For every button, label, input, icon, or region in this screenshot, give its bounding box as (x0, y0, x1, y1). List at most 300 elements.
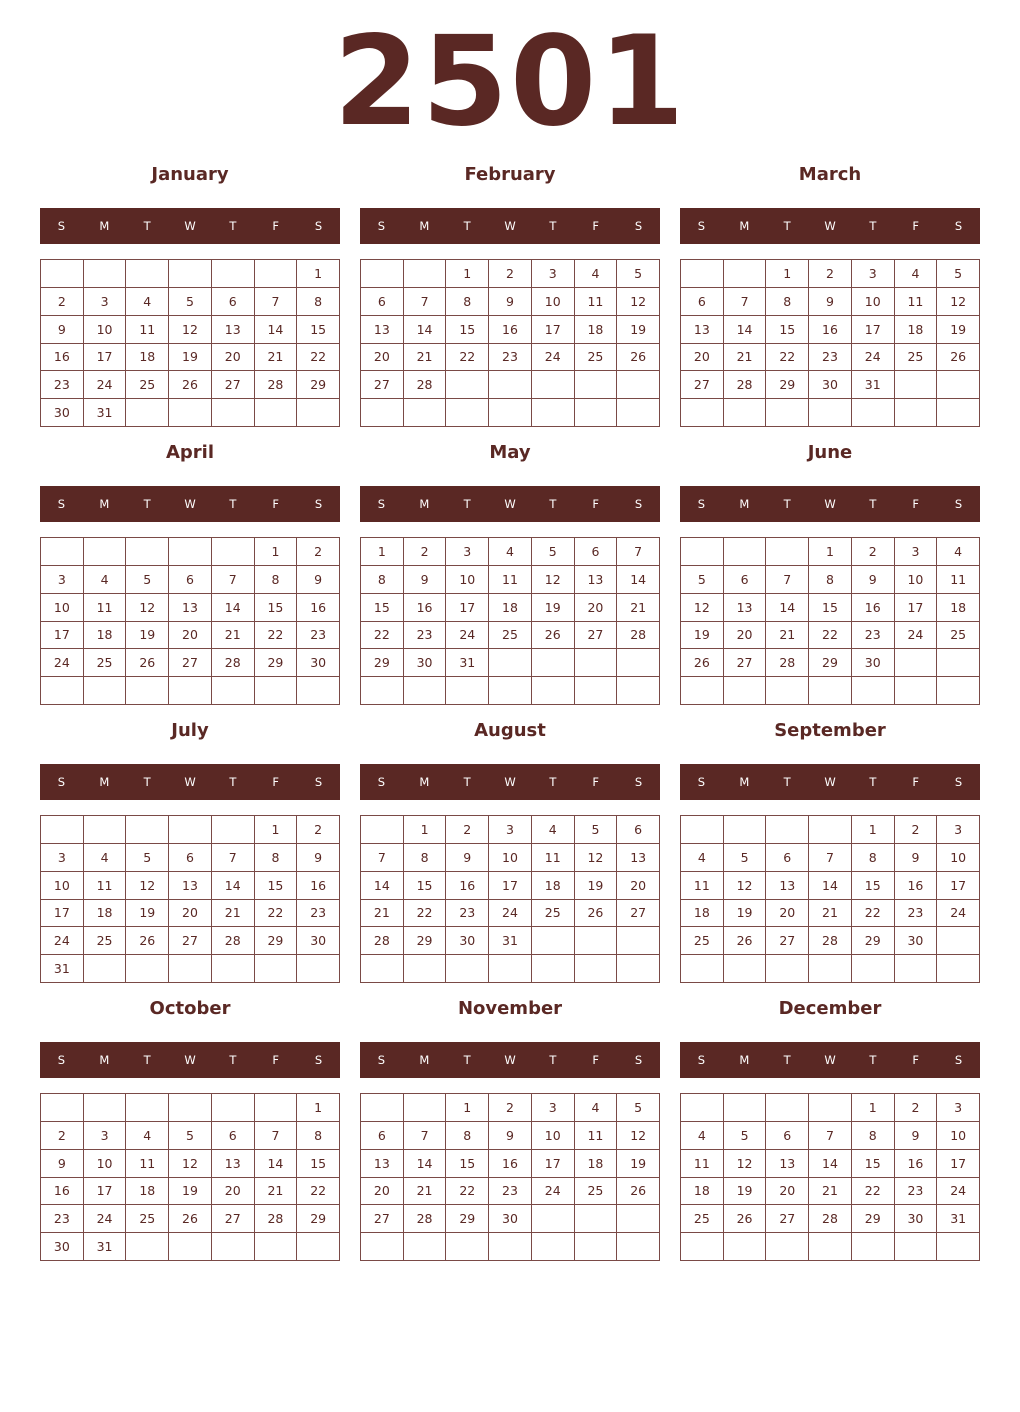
day-cell: 7 (617, 538, 660, 566)
weekday-label: M (99, 497, 110, 511)
day-cell: 27 (724, 649, 767, 677)
day-cell: 3 (937, 1094, 980, 1122)
day-cell: 6 (724, 566, 767, 594)
day-grid (40, 1093, 340, 1261)
day-cell: 15 (809, 594, 852, 622)
weekday-header (360, 486, 660, 522)
empty-cell (532, 399, 575, 427)
day-cell: 5 (937, 260, 980, 288)
day-cell: 15 (446, 1150, 489, 1178)
day-cell: 12 (617, 288, 660, 316)
empty-cell (937, 955, 980, 983)
empty-cell (617, 927, 660, 955)
weekday-label: T (783, 775, 791, 789)
empty-cell (937, 649, 980, 677)
day-cell: 24 (532, 344, 575, 372)
day-cell: 17 (895, 594, 938, 622)
day-cell: 3 (446, 538, 489, 566)
day-grid (680, 815, 980, 983)
day-cell: 9 (895, 1122, 938, 1150)
empty-cell (84, 955, 127, 983)
empty-cell (809, 816, 852, 844)
weekday-label: M (419, 775, 430, 789)
day-cell: 25 (681, 927, 724, 955)
day-cell: 29 (404, 927, 447, 955)
day-cell: 29 (766, 371, 809, 399)
month-title: April (165, 442, 215, 463)
day-cell: 15 (255, 872, 298, 900)
day-cell: 20 (617, 872, 660, 900)
day-cell: 23 (489, 1178, 532, 1206)
day-cell: 10 (446, 566, 489, 594)
empty-cell (809, 1094, 852, 1122)
day-cell: 24 (895, 622, 938, 650)
day-cell: 20 (212, 1178, 255, 1206)
empty-cell (41, 538, 84, 566)
weekday-label: T (869, 219, 877, 233)
day-cell: 8 (809, 566, 852, 594)
day-cell: 12 (169, 1150, 212, 1178)
day-cell: 18 (681, 1178, 724, 1206)
day-cell: 2 (489, 260, 532, 288)
day-cell: 6 (766, 1122, 809, 1150)
empty-cell (361, 399, 404, 427)
day-cell: 12 (532, 566, 575, 594)
day-cell: 4 (681, 844, 724, 872)
empty-cell (766, 1233, 809, 1261)
weekday-label: S (314, 775, 323, 789)
empty-cell (532, 649, 575, 677)
weekday-label: S (697, 219, 706, 233)
day-cell: 19 (724, 1178, 767, 1206)
day-cell: 13 (361, 316, 404, 344)
weekday-label: S (954, 219, 963, 233)
day-cell: 21 (809, 1178, 852, 1206)
day-cell: 23 (446, 900, 489, 928)
day-cell: 5 (169, 288, 212, 316)
day-cell: 4 (489, 538, 532, 566)
empty-cell (724, 1233, 767, 1261)
day-cell: 7 (766, 566, 809, 594)
day-cell: 10 (41, 872, 84, 900)
empty-cell (617, 371, 660, 399)
day-cell: 15 (446, 316, 489, 344)
empty-cell (617, 677, 660, 705)
day-cell: 5 (617, 260, 660, 288)
day-cell: 31 (41, 955, 84, 983)
day-grid (680, 537, 980, 705)
empty-cell (126, 538, 169, 566)
empty-cell (361, 816, 404, 844)
weekday-label: F (272, 1053, 280, 1067)
day-cell: 1 (446, 1094, 489, 1122)
day-cell: 1 (297, 260, 340, 288)
day-cell: 19 (724, 900, 767, 928)
day-cell: 5 (681, 566, 724, 594)
weekday-header (40, 208, 340, 244)
day-cell: 24 (489, 900, 532, 928)
day-cell: 2 (446, 816, 489, 844)
day-cell: 27 (766, 927, 809, 955)
weekday-label: T (143, 1053, 151, 1067)
day-cell: 18 (681, 900, 724, 928)
day-cell: 2 (895, 816, 938, 844)
empty-cell (126, 399, 169, 427)
day-cell: 1 (297, 1094, 340, 1122)
weekday-label: S (697, 497, 706, 511)
day-cell: 2 (489, 1094, 532, 1122)
empty-cell (361, 1233, 404, 1261)
day-cell: 6 (169, 844, 212, 872)
weekday-label: M (739, 497, 750, 511)
empty-cell (532, 677, 575, 705)
day-cell: 19 (169, 344, 212, 372)
weekday-label: S (57, 775, 66, 789)
weekday-label: W (824, 497, 836, 511)
weekday-label: T (783, 1053, 791, 1067)
day-cell: 3 (41, 566, 84, 594)
day-cell: 21 (766, 622, 809, 650)
weekday-label: S (314, 497, 323, 511)
day-cell: 26 (169, 371, 212, 399)
weekday-label: M (419, 219, 430, 233)
weekday-label: T (143, 775, 151, 789)
empty-cell (489, 677, 532, 705)
day-cell: 23 (297, 622, 340, 650)
day-cell: 23 (41, 371, 84, 399)
day-cell: 20 (681, 344, 724, 372)
day-cell: 21 (212, 900, 255, 928)
day-cell: 28 (766, 649, 809, 677)
day-cell: 29 (809, 649, 852, 677)
day-cell: 13 (766, 1150, 809, 1178)
day-cell: 17 (489, 872, 532, 900)
day-cell: 19 (617, 316, 660, 344)
day-cell: 17 (41, 622, 84, 650)
day-cell: 15 (404, 872, 447, 900)
empty-cell (617, 399, 660, 427)
weekday-label: F (592, 775, 600, 789)
weekday-label: T (549, 775, 557, 789)
empty-cell (724, 955, 767, 983)
empty-cell (446, 955, 489, 983)
empty-cell (489, 955, 532, 983)
empty-cell (297, 677, 340, 705)
empty-cell (937, 927, 980, 955)
empty-cell (84, 816, 127, 844)
day-cell: 8 (852, 1122, 895, 1150)
empty-cell (681, 677, 724, 705)
weekday-header (360, 764, 660, 800)
day-cell: 14 (404, 316, 447, 344)
day-cell: 11 (84, 872, 127, 900)
day-cell: 1 (361, 538, 404, 566)
weekday-label: T (869, 1053, 877, 1067)
month-title: March (798, 164, 862, 185)
day-cell: 7 (724, 288, 767, 316)
empty-cell (766, 538, 809, 566)
day-cell: 23 (489, 344, 532, 372)
day-cell: 1 (766, 260, 809, 288)
day-cell: 15 (297, 316, 340, 344)
month-november (360, 994, 660, 1264)
day-cell: 31 (852, 371, 895, 399)
day-cell: 14 (809, 872, 852, 900)
empty-cell (532, 1205, 575, 1233)
day-cell: 26 (126, 649, 169, 677)
day-cell: 16 (41, 1178, 84, 1206)
weekday-label: W (184, 1053, 196, 1067)
day-cell: 10 (532, 1122, 575, 1150)
empty-cell (297, 399, 340, 427)
day-cell: 1 (255, 538, 298, 566)
month-title: November (457, 998, 563, 1019)
weekday-label: T (549, 1053, 557, 1067)
weekday-header (40, 1042, 340, 1078)
day-cell: 22 (361, 622, 404, 650)
weekday-label: T (463, 1053, 471, 1067)
day-cell: 3 (84, 1122, 127, 1150)
empty-cell (361, 955, 404, 983)
weekday-label: W (184, 497, 196, 511)
empty-cell (681, 260, 724, 288)
month-title: July (171, 720, 209, 741)
weekday-label: W (504, 775, 516, 789)
empty-cell (41, 816, 84, 844)
empty-cell (532, 927, 575, 955)
empty-cell (852, 955, 895, 983)
day-cell: 16 (41, 344, 84, 372)
day-cell: 12 (126, 872, 169, 900)
month-april (40, 438, 340, 708)
weekday-label: S (57, 1053, 66, 1067)
weekday-label: M (739, 219, 750, 233)
weekday-label: W (504, 497, 516, 511)
day-cell: 11 (126, 1150, 169, 1178)
weekday-label: M (739, 1053, 750, 1067)
day-cell: 13 (575, 566, 618, 594)
day-cell: 27 (766, 1205, 809, 1233)
day-cell: 20 (766, 900, 809, 928)
day-cell: 21 (212, 622, 255, 650)
day-cell: 14 (724, 316, 767, 344)
day-cell: 17 (532, 1150, 575, 1178)
day-cell: 30 (489, 1205, 532, 1233)
empty-cell (617, 1233, 660, 1261)
day-cell: 8 (766, 288, 809, 316)
day-cell: 30 (297, 927, 340, 955)
empty-cell (126, 677, 169, 705)
day-cell: 8 (852, 844, 895, 872)
empty-cell (809, 1233, 852, 1261)
weekday-label: S (377, 219, 386, 233)
day-cell: 23 (895, 900, 938, 928)
day-cell: 26 (617, 344, 660, 372)
day-cell: 26 (169, 1205, 212, 1233)
day-cell: 2 (404, 538, 447, 566)
day-cell: 8 (404, 844, 447, 872)
empty-cell (361, 260, 404, 288)
weekday-label: T (549, 497, 557, 511)
day-cell: 19 (937, 316, 980, 344)
day-cell: 10 (937, 844, 980, 872)
weekday-header (680, 208, 980, 244)
day-cell: 8 (297, 288, 340, 316)
day-cell: 3 (84, 288, 127, 316)
day-cell: 18 (575, 316, 618, 344)
empty-cell (446, 677, 489, 705)
day-cell: 18 (126, 344, 169, 372)
day-cell: 10 (84, 316, 127, 344)
empty-cell (404, 1094, 447, 1122)
day-cell: 22 (297, 1178, 340, 1206)
day-cell: 20 (212, 344, 255, 372)
day-cell: 10 (489, 844, 532, 872)
weekday-header (680, 764, 980, 800)
weekday-label: S (377, 775, 386, 789)
day-cell: 19 (126, 900, 169, 928)
day-cell: 24 (41, 649, 84, 677)
empty-cell (852, 399, 895, 427)
day-cell: 19 (617, 1150, 660, 1178)
empty-cell (126, 260, 169, 288)
weekday-label: F (272, 775, 280, 789)
empty-cell (532, 371, 575, 399)
empty-cell (41, 677, 84, 705)
day-cell: 12 (724, 872, 767, 900)
empty-cell (681, 816, 724, 844)
day-cell: 7 (809, 1122, 852, 1150)
day-cell: 15 (852, 1150, 895, 1178)
day-cell: 24 (852, 344, 895, 372)
day-cell: 20 (361, 1178, 404, 1206)
day-cell: 30 (446, 927, 489, 955)
month-january (40, 160, 340, 430)
day-cell: 10 (84, 1150, 127, 1178)
empty-cell (766, 816, 809, 844)
day-cell: 24 (84, 371, 127, 399)
empty-cell (255, 399, 298, 427)
empty-cell (84, 538, 127, 566)
empty-cell (766, 955, 809, 983)
day-cell: 24 (532, 1178, 575, 1206)
day-cell: 7 (404, 288, 447, 316)
day-cell: 28 (809, 927, 852, 955)
day-cell: 25 (84, 649, 127, 677)
weekday-label: S (697, 775, 706, 789)
day-cell: 2 (297, 538, 340, 566)
day-cell: 8 (255, 844, 298, 872)
day-cell: 9 (852, 566, 895, 594)
empty-cell (895, 677, 938, 705)
day-cell: 20 (724, 622, 767, 650)
empty-cell (446, 371, 489, 399)
empty-cell (255, 1233, 298, 1261)
day-cell: 16 (297, 594, 340, 622)
day-cell: 30 (852, 649, 895, 677)
day-cell: 28 (361, 927, 404, 955)
day-cell: 3 (41, 844, 84, 872)
day-cell: 28 (255, 371, 298, 399)
weekday-label: F (272, 219, 280, 233)
day-cell: 2 (852, 538, 895, 566)
month-title: October (149, 998, 231, 1019)
empty-cell (575, 677, 618, 705)
day-cell: 15 (361, 594, 404, 622)
day-cell: 20 (169, 900, 212, 928)
empty-cell (575, 927, 618, 955)
month-title: May (489, 442, 531, 463)
day-grid (40, 815, 340, 983)
month-title: August (474, 720, 546, 741)
day-cell: 6 (212, 288, 255, 316)
day-cell: 14 (255, 316, 298, 344)
month-march (680, 160, 980, 430)
day-cell: 11 (681, 1150, 724, 1178)
empty-cell (532, 955, 575, 983)
day-cell: 23 (404, 622, 447, 650)
day-cell: 2 (41, 1122, 84, 1150)
month-september (680, 716, 980, 986)
day-cell: 11 (895, 288, 938, 316)
day-cell: 22 (852, 900, 895, 928)
day-cell: 29 (255, 927, 298, 955)
empty-cell (617, 1205, 660, 1233)
day-cell: 9 (404, 566, 447, 594)
day-cell: 27 (361, 1205, 404, 1233)
empty-cell (41, 260, 84, 288)
day-cell: 6 (169, 566, 212, 594)
weekday-label: T (229, 1053, 237, 1067)
weekday-label: M (99, 1053, 110, 1067)
empty-cell (41, 1094, 84, 1122)
day-cell: 25 (575, 1178, 618, 1206)
weekday-label: W (184, 775, 196, 789)
day-cell: 29 (852, 927, 895, 955)
day-cell: 6 (361, 288, 404, 316)
day-cell: 25 (489, 622, 532, 650)
day-cell: 27 (617, 900, 660, 928)
weekday-label: W (504, 219, 516, 233)
day-cell: 31 (84, 1233, 127, 1261)
weekday-label: S (57, 497, 66, 511)
empty-cell (681, 1233, 724, 1261)
day-cell: 9 (489, 288, 532, 316)
weekday-label: T (783, 497, 791, 511)
empty-cell (937, 399, 980, 427)
day-cell: 5 (126, 566, 169, 594)
day-cell: 25 (575, 344, 618, 372)
empty-cell (895, 649, 938, 677)
day-cell: 7 (404, 1122, 447, 1150)
day-cell: 26 (617, 1178, 660, 1206)
day-cell: 18 (575, 1150, 618, 1178)
weekday-label: M (419, 1053, 430, 1067)
empty-cell (212, 399, 255, 427)
empty-cell (126, 816, 169, 844)
day-cell: 11 (575, 288, 618, 316)
empty-cell (895, 371, 938, 399)
empty-cell (724, 260, 767, 288)
empty-cell (937, 371, 980, 399)
empty-cell (361, 677, 404, 705)
day-cell: 8 (446, 288, 489, 316)
day-cell: 14 (212, 872, 255, 900)
empty-cell (169, 1233, 212, 1261)
weekday-label: S (954, 1053, 963, 1067)
day-cell: 13 (724, 594, 767, 622)
day-cell: 25 (681, 1205, 724, 1233)
